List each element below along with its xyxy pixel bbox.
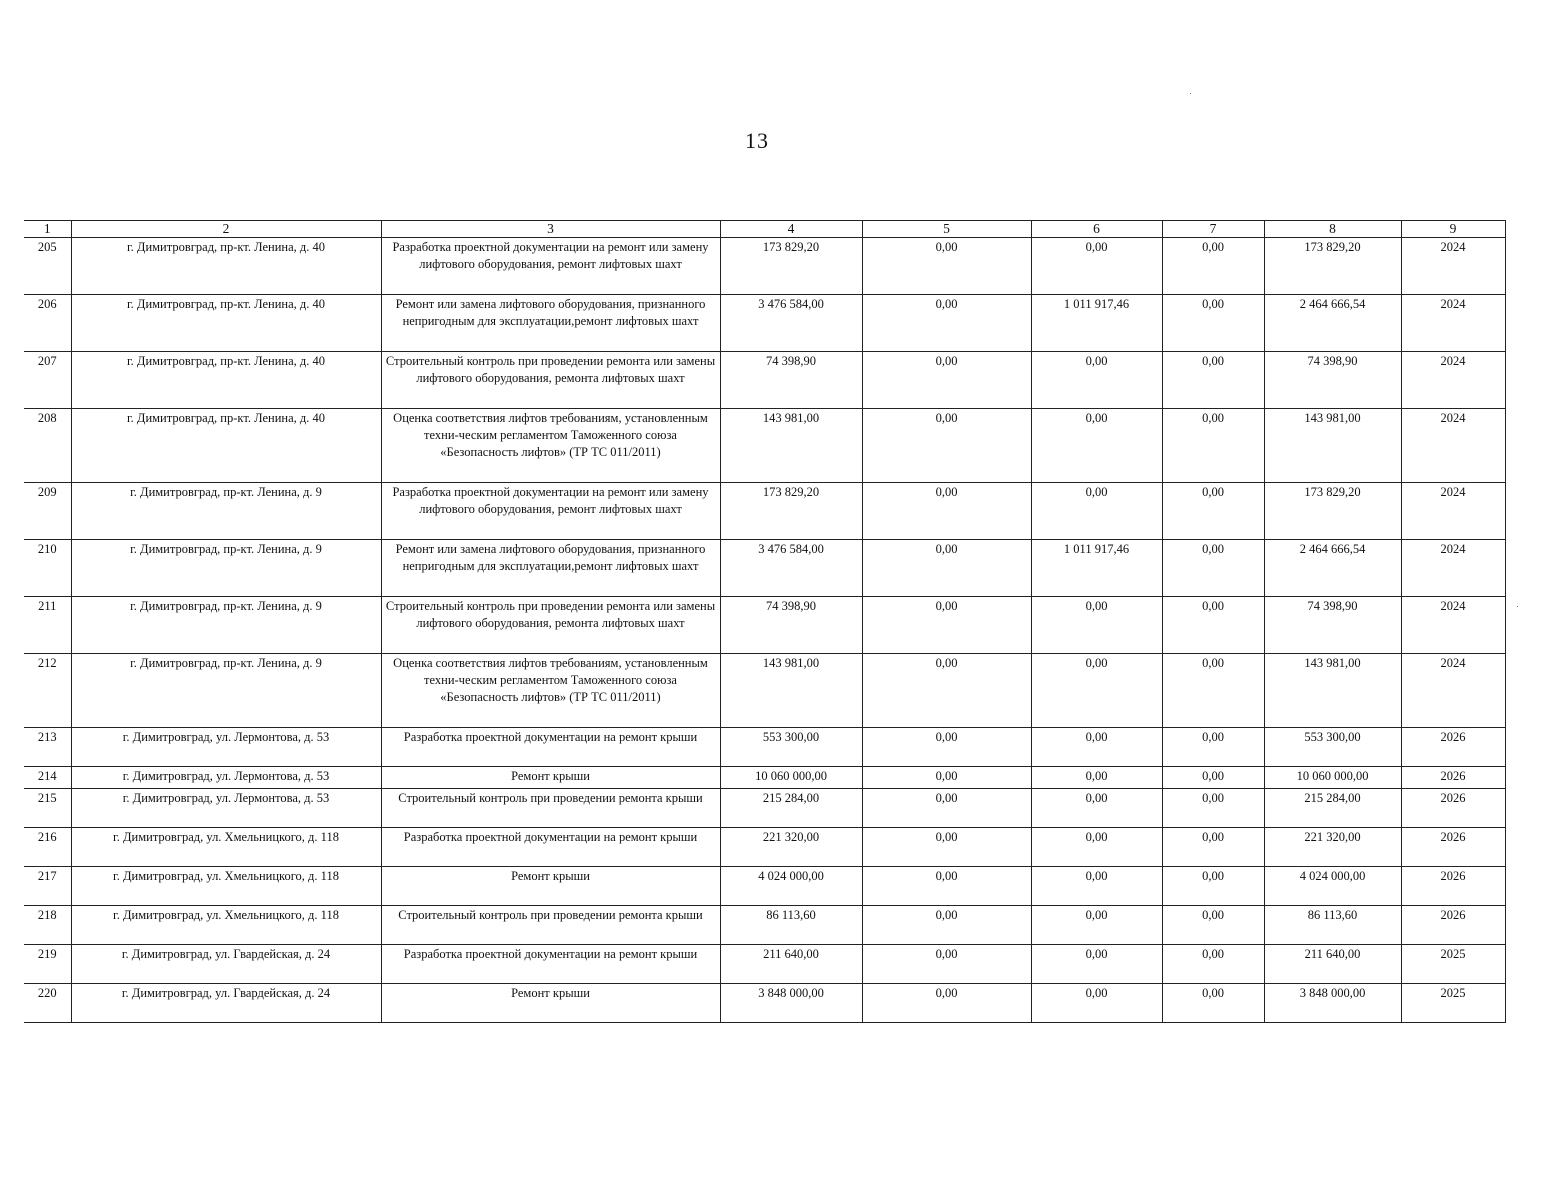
address-cell: г. Димитровград, ул. Лермонтова, д. 53	[71, 728, 381, 767]
row-number-cell: 214	[24, 767, 71, 789]
work-type-cell: Разработка проектной документации на ремонт или замену лифтового оборудования, ремонт лифтовых шахт	[381, 238, 720, 295]
table-row	[24, 540, 1505, 597]
other-cost-cell: 0,00	[1162, 238, 1264, 295]
address-cell: г. Димитровград, пр-кт. Ленина, д. 9	[71, 483, 381, 540]
work-type-cell: Оценка соответствия лифтов требованиям, установленным техни-ческим регламентом Таможенного союза «Безопасность лифтов» (ТР ТС 011/2011)	[381, 409, 720, 483]
total-cost-cell: 143 981,00	[720, 409, 862, 483]
column-header: 2	[71, 221, 381, 238]
total-cost-cell: 4 024 000,00	[720, 867, 862, 906]
address-cell: г. Димитровград, пр-кт. Ленина, д. 40	[71, 352, 381, 409]
other-cost-cell: 0,00	[1162, 828, 1264, 867]
owner-cost-cell: 173 829,20	[1264, 238, 1401, 295]
total-cost-cell: 173 829,20	[720, 483, 862, 540]
row-number-cell: 209	[24, 483, 71, 540]
owner-cost-cell: 86 113,60	[1264, 906, 1401, 945]
row-number-cell: 205	[24, 238, 71, 295]
total-cost-cell: 215 284,00	[720, 789, 862, 828]
work-type-cell: Разработка проектной документации на ремонт крыши	[381, 828, 720, 867]
address-cell: г. Димитровград, ул. Лермонтова, д. 53	[71, 789, 381, 828]
row-number-cell: 210	[24, 540, 71, 597]
table-row	[24, 984, 1505, 1023]
work-type-cell: Разработка проектной документации на ремонт или замену лифтового оборудования, ремонт лифтовых шахт	[381, 483, 720, 540]
budget-cost-cell: 0,00	[1031, 945, 1162, 984]
owner-cost-cell: 211 640,00	[1264, 945, 1401, 984]
year-cell: 2026	[1401, 906, 1505, 945]
budget-cost-cell: 0,00	[1031, 409, 1162, 483]
year-cell: 2024	[1401, 597, 1505, 654]
work-type-cell: Оценка соответствия лифтов требованиям, установленным техни-ческим регламентом Таможенного союза «Безопасность лифтов» (ТР ТС 011/2011)	[381, 654, 720, 728]
other-cost-cell: 0,00	[1162, 867, 1264, 906]
owner-cost-cell: 74 398,90	[1264, 352, 1401, 409]
fund-cost-cell: 0,00	[862, 352, 1031, 409]
year-cell: 2026	[1401, 828, 1505, 867]
page-number: 13	[745, 128, 769, 153]
total-cost-cell: 3 848 000,00	[720, 984, 862, 1023]
other-cost-cell: 0,00	[1162, 984, 1264, 1023]
owner-cost-cell: 4 024 000,00	[1264, 867, 1401, 906]
column-header: 6	[1031, 221, 1162, 238]
work-type-cell: Разработка проектной документации на ремонт крыши	[381, 728, 720, 767]
table-row	[24, 295, 1505, 352]
address-cell: г. Димитровград, ул. Хмельницкого, д. 118	[71, 867, 381, 906]
budget-cost-cell: 0,00	[1031, 728, 1162, 767]
owner-cost-cell: 143 981,00	[1264, 654, 1401, 728]
column-header: 8	[1264, 221, 1401, 238]
address-cell: г. Димитровград, пр-кт. Ленина, д. 9	[71, 597, 381, 654]
total-cost-cell: 74 398,90	[720, 352, 862, 409]
budget-cost-cell: 0,00	[1031, 654, 1162, 728]
year-cell: 2025	[1401, 984, 1505, 1023]
year-cell: 2024	[1401, 238, 1505, 295]
row-number-cell: 219	[24, 945, 71, 984]
total-cost-cell: 211 640,00	[720, 945, 862, 984]
fund-cost-cell: 0,00	[862, 409, 1031, 483]
table-row	[24, 728, 1505, 767]
budget-cost-cell: 0,00	[1031, 789, 1162, 828]
address-cell: г. Димитровград, пр-кт. Ленина, д. 9	[71, 654, 381, 728]
budget-cost-cell: 0,00	[1031, 352, 1162, 409]
table-row	[24, 654, 1505, 728]
owner-cost-cell: 74 398,90	[1264, 597, 1401, 654]
row-number-cell: 208	[24, 409, 71, 483]
row-number-cell: 206	[24, 295, 71, 352]
total-cost-cell: 74 398,90	[720, 597, 862, 654]
year-cell: 2026	[1401, 867, 1505, 906]
work-type-cell: Ремонт или замена лифтового оборудования, признанного непригодным для эксплуатации,ремонт лифтовых шахт	[381, 295, 720, 352]
other-cost-cell: 0,00	[1162, 654, 1264, 728]
total-cost-cell: 221 320,00	[720, 828, 862, 867]
row-number-cell: 211	[24, 597, 71, 654]
year-cell: 2024	[1401, 483, 1505, 540]
other-cost-cell: 0,00	[1162, 483, 1264, 540]
table-row	[24, 409, 1505, 483]
budget-cost-cell: 0,00	[1031, 767, 1162, 789]
work-type-cell: Ремонт крыши	[381, 867, 720, 906]
other-cost-cell: 0,00	[1162, 789, 1264, 828]
owner-cost-cell: 221 320,00	[1264, 828, 1401, 867]
fund-cost-cell: 0,00	[862, 654, 1031, 728]
owner-cost-cell: 3 848 000,00	[1264, 984, 1401, 1023]
table-row	[24, 906, 1505, 945]
row-number-cell: 220	[24, 984, 71, 1023]
year-cell: 2026	[1401, 789, 1505, 828]
other-cost-cell: 0,00	[1162, 767, 1264, 789]
table-row	[24, 789, 1505, 828]
row-number-cell: 218	[24, 906, 71, 945]
budget-cost-cell: 0,00	[1031, 483, 1162, 540]
table-row	[24, 945, 1505, 984]
column-header: 9	[1401, 221, 1505, 238]
budget-cost-cell: 0,00	[1031, 984, 1162, 1023]
total-cost-cell: 86 113,60	[720, 906, 862, 945]
scan-speck	[1190, 93, 1191, 94]
fund-cost-cell: 0,00	[862, 828, 1031, 867]
address-cell: г. Димитровград, пр-кт. Ленина, д. 40	[71, 409, 381, 483]
address-cell: г. Димитровград, ул. Хмельницкого, д. 118	[71, 828, 381, 867]
address-cell: г. Димитровград, ул. Лермонтова, д. 53	[71, 767, 381, 789]
owner-cost-cell: 553 300,00	[1264, 728, 1401, 767]
column-header: 1	[24, 221, 71, 238]
table-row	[24, 597, 1505, 654]
row-number-cell: 207	[24, 352, 71, 409]
year-cell: 2025	[1401, 945, 1505, 984]
total-cost-cell: 3 476 584,00	[720, 295, 862, 352]
budget-cost-cell: 1 011 917,46	[1031, 540, 1162, 597]
total-cost-cell: 10 060 000,00	[720, 767, 862, 789]
other-cost-cell: 0,00	[1162, 945, 1264, 984]
other-cost-cell: 0,00	[1162, 352, 1264, 409]
year-cell: 2024	[1401, 654, 1505, 728]
other-cost-cell: 0,00	[1162, 728, 1264, 767]
fund-cost-cell: 0,00	[862, 540, 1031, 597]
owner-cost-cell: 10 060 000,00	[1264, 767, 1401, 789]
total-cost-cell: 173 829,20	[720, 238, 862, 295]
owner-cost-cell: 143 981,00	[1264, 409, 1401, 483]
table-row	[24, 828, 1505, 867]
column-header: 3	[381, 221, 720, 238]
year-cell: 2026	[1401, 728, 1505, 767]
work-type-cell: Разработка проектной документации на ремонт крыши	[381, 945, 720, 984]
total-cost-cell: 143 981,00	[720, 654, 862, 728]
budget-cost-cell: 0,00	[1031, 828, 1162, 867]
year-cell: 2024	[1401, 352, 1505, 409]
year-cell: 2026	[1401, 767, 1505, 789]
address-cell: г. Димитровград, ул. Хмельницкого, д. 118	[71, 906, 381, 945]
total-cost-cell: 3 476 584,00	[720, 540, 862, 597]
address-cell: г. Димитровград, пр-кт. Ленина, д. 9	[71, 540, 381, 597]
fund-cost-cell: 0,00	[862, 767, 1031, 789]
work-type-cell: Строительный контроль при проведении ремонта или замены лифтового оборудования, ремонта лифтовых шахт	[381, 597, 720, 654]
row-number-cell: 215	[24, 789, 71, 828]
row-number-cell: 216	[24, 828, 71, 867]
fund-cost-cell: 0,00	[862, 867, 1031, 906]
owner-cost-cell: 2 464 666,54	[1264, 540, 1401, 597]
row-number-cell: 217	[24, 867, 71, 906]
budget-cost-cell: 0,00	[1031, 906, 1162, 945]
address-cell: г. Димитровград, пр-кт. Ленина, д. 40	[71, 295, 381, 352]
total-cost-cell: 553 300,00	[720, 728, 862, 767]
fund-cost-cell: 0,00	[862, 945, 1031, 984]
fund-cost-cell: 0,00	[862, 906, 1031, 945]
address-cell: г. Димитровград, пр-кт. Ленина, д. 40	[71, 238, 381, 295]
fund-cost-cell: 0,00	[862, 295, 1031, 352]
table-body	[24, 238, 1505, 1023]
fund-cost-cell: 0,00	[862, 238, 1031, 295]
fund-cost-cell: 0,00	[862, 483, 1031, 540]
work-type-cell: Строительный контроль при проведении ремонта крыши	[381, 789, 720, 828]
column-header: 7	[1162, 221, 1264, 238]
other-cost-cell: 0,00	[1162, 906, 1264, 945]
work-type-cell: Ремонт или замена лифтового оборудования, признанного непригодным для эксплуатации,ремонт лифтовых шахт	[381, 540, 720, 597]
fund-cost-cell: 0,00	[862, 728, 1031, 767]
address-cell: г. Димитровград, ул. Гвардейская, д. 24	[71, 984, 381, 1023]
year-cell: 2024	[1401, 409, 1505, 483]
table-row	[24, 352, 1505, 409]
year-cell: 2024	[1401, 540, 1505, 597]
budget-cost-cell: 0,00	[1031, 867, 1162, 906]
year-cell: 2024	[1401, 295, 1505, 352]
work-type-cell: Строительный контроль при проведении ремонта или замены лифтового оборудования, ремонта лифтовых шахт	[381, 352, 720, 409]
table-row	[24, 867, 1505, 906]
other-cost-cell: 0,00	[1162, 295, 1264, 352]
other-cost-cell: 0,00	[1162, 597, 1264, 654]
row-number-cell: 213	[24, 728, 71, 767]
budget-cost-cell: 0,00	[1031, 597, 1162, 654]
budget-cost-cell: 0,00	[1031, 238, 1162, 295]
owner-cost-cell: 215 284,00	[1264, 789, 1401, 828]
row-number-cell: 212	[24, 654, 71, 728]
owner-cost-cell: 173 829,20	[1264, 483, 1401, 540]
other-cost-cell: 0,00	[1162, 409, 1264, 483]
table-row	[24, 767, 1505, 789]
work-type-cell: Ремонт крыши	[381, 767, 720, 789]
table-row	[24, 483, 1505, 540]
scan-speck	[1517, 606, 1518, 607]
fund-cost-cell: 0,00	[862, 789, 1031, 828]
address-cell: г. Димитровград, ул. Гвардейская, д. 24	[71, 945, 381, 984]
work-type-cell: Ремонт крыши	[381, 984, 720, 1023]
budget-cost-cell: 1 011 917,46	[1031, 295, 1162, 352]
column-header: 5	[862, 221, 1031, 238]
fund-cost-cell: 0,00	[862, 597, 1031, 654]
repair-registry-table	[24, 220, 1506, 1023]
work-type-cell: Строительный контроль при проведении ремонта крыши	[381, 906, 720, 945]
column-number-row	[24, 221, 1505, 238]
fund-cost-cell: 0,00	[862, 984, 1031, 1023]
table-row	[24, 238, 1505, 295]
other-cost-cell: 0,00	[1162, 540, 1264, 597]
owner-cost-cell: 2 464 666,54	[1264, 295, 1401, 352]
column-header: 4	[720, 221, 862, 238]
